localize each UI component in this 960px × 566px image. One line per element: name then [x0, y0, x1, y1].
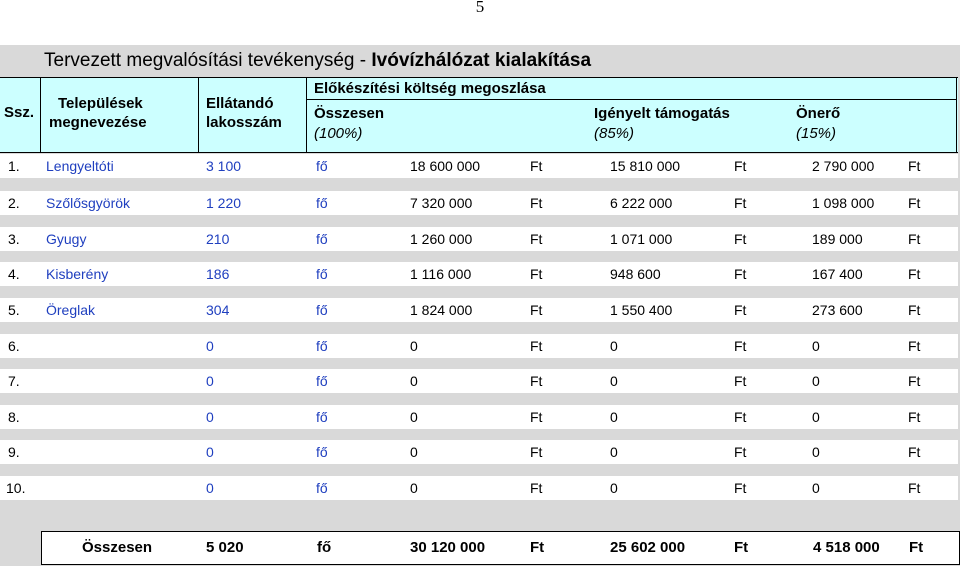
row-support: 0 [610, 338, 618, 354]
row-support-unit: Ft [734, 444, 747, 460]
row-own: 0 [812, 373, 820, 389]
row-population-unit: fő [316, 231, 328, 247]
row-own: 0 [812, 444, 820, 460]
row-own-unit: Ft [908, 231, 921, 247]
header-divider [956, 77, 957, 152]
row-support: 6 222 000 [610, 195, 673, 211]
row-number: 1. [8, 158, 20, 174]
row-population-unit: fő [316, 302, 328, 318]
row-total-unit: Ft [530, 158, 543, 174]
row-number: 4. [8, 266, 20, 282]
row-own: 2 790 000 [812, 158, 875, 174]
row-total: 0 [410, 373, 418, 389]
table-row [0, 227, 958, 251]
row-population-unit: fő [316, 480, 328, 496]
row-own: 273 600 [812, 302, 863, 318]
row-total-unit: Ft [530, 480, 543, 496]
header-divider [306, 77, 307, 152]
summary-support-unit: Ft [734, 539, 749, 556]
row-total: 7 320 000 [410, 195, 473, 211]
row-population: 186 [206, 266, 230, 282]
summary-population: 5 020 [206, 539, 244, 556]
row-support-unit: Ft [734, 373, 747, 389]
row-settlement: Gyugy [46, 231, 87, 247]
row-settlement: Szőlősgyörök [46, 195, 131, 211]
row-total: 0 [410, 338, 418, 354]
table-row [0, 476, 958, 500]
row-own-unit: Ft [908, 158, 921, 174]
row-own-unit: Ft [908, 338, 921, 354]
row-support: 948 600 [610, 266, 661, 282]
table-row [0, 262, 958, 286]
header-own: Önerő [796, 105, 841, 122]
header-total-pct: (100%) [314, 125, 363, 142]
row-total-unit: Ft [530, 195, 543, 211]
row-support-unit: Ft [734, 266, 747, 282]
summary-row [41, 531, 960, 565]
row-support: 15 810 000 [610, 158, 681, 174]
row-population: 0 [206, 338, 214, 354]
row-support-unit: Ft [734, 302, 747, 318]
row-support-unit: Ft [734, 195, 747, 211]
row-own-unit: Ft [908, 444, 921, 460]
row-number: 10. [6, 480, 26, 496]
summary-population-unit: fő [317, 539, 332, 556]
row-own-unit: Ft [908, 480, 921, 496]
row-population: 210 [206, 231, 230, 247]
row-number: 8. [8, 409, 20, 425]
summary-own-unit: Ft [909, 539, 924, 556]
row-support: 0 [610, 373, 618, 389]
row-total: 0 [410, 409, 418, 425]
table-row [0, 405, 958, 429]
row-number: 3. [8, 231, 20, 247]
row-total: 1 116 000 [410, 266, 472, 282]
row-total-unit: Ft [530, 302, 543, 318]
row-population-unit: fő [316, 338, 328, 354]
header-settlement-line1: Települések [58, 95, 143, 112]
row-population-unit: fő [316, 409, 328, 425]
table-title [44, 50, 591, 72]
row-number: 7. [8, 373, 20, 389]
header-divider [40, 77, 41, 152]
row-total-unit: Ft [530, 373, 543, 389]
table-row [0, 298, 958, 322]
row-support-unit: Ft [734, 338, 747, 354]
row-settlement: Kisberény [46, 266, 109, 282]
row-support-unit: Ft [734, 231, 747, 247]
summary-own: 4 518 000 [813, 539, 880, 556]
table-row [0, 334, 958, 358]
row-population: 0 [206, 409, 214, 425]
row-total-unit: Ft [530, 444, 543, 460]
row-population: 0 [206, 373, 214, 389]
table-row [0, 154, 958, 178]
row-own-unit: Ft [908, 266, 921, 282]
row-support-unit: Ft [734, 158, 747, 174]
title-bold: Ivóvízhálózat kialakítása [371, 50, 592, 71]
row-own-unit: Ft [908, 195, 921, 211]
row-support: 0 [610, 444, 618, 460]
header-total: Összesen [314, 105, 385, 122]
row-population: 0 [206, 444, 214, 460]
summary-support: 25 602 000 [610, 539, 686, 556]
header-support-pct: (85%) [594, 125, 635, 142]
row-total-unit: Ft [530, 409, 543, 425]
row-population-unit: fő [316, 266, 328, 282]
row-population-unit: fő [316, 158, 328, 174]
row-own: 0 [812, 338, 820, 354]
row-own: 0 [812, 409, 820, 425]
row-own-unit: Ft [908, 409, 921, 425]
header-ssz: Ssz. [4, 104, 35, 121]
row-number: 6. [8, 338, 20, 354]
row-support-unit: Ft [734, 409, 747, 425]
row-settlement: Lengyeltóti [46, 158, 114, 174]
summary-total: 30 120 000 [410, 539, 486, 556]
table-row [0, 191, 958, 215]
summary-label: Összesen [82, 539, 153, 556]
row-population: 0 [206, 480, 214, 496]
row-number: 5. [8, 302, 20, 318]
row-own-unit: Ft [908, 302, 921, 318]
row-population-unit: fő [316, 373, 328, 389]
header-cost-group: Előkészítési költség megoszlása [314, 80, 546, 97]
row-population: 304 [206, 302, 230, 318]
row-number: 2. [8, 195, 20, 211]
row-total-unit: Ft [530, 231, 543, 247]
row-own-unit: Ft [908, 373, 921, 389]
row-total: 1 260 000 [410, 231, 473, 247]
row-total: 0 [410, 444, 418, 460]
row-population-unit: fő [316, 195, 328, 211]
page-number: 5 [475, 0, 485, 16]
row-own: 0 [812, 480, 820, 496]
row-support: 0 [610, 409, 618, 425]
header-population-line1: Ellátandó [206, 95, 274, 112]
row-support-unit: Ft [734, 480, 747, 496]
row-own: 1 098 000 [812, 195, 875, 211]
row-population: 1 220 [206, 195, 242, 211]
header-own-pct: (15%) [796, 125, 837, 142]
row-support: 0 [610, 480, 618, 496]
row-settlement: Öreglak [46, 302, 96, 318]
row-own: 189 000 [812, 231, 863, 247]
row-own: 167 400 [812, 266, 863, 282]
row-total-unit: Ft [530, 338, 543, 354]
header-population-line2: lakosszám [206, 114, 282, 131]
row-total: 1 824 000 [410, 302, 473, 318]
title-prefix: Tervezett megvalósítási tevékenység - [44, 50, 372, 71]
row-number: 9. [8, 444, 20, 460]
row-total: 0 [410, 480, 418, 496]
table-row [0, 369, 958, 393]
header-support: Igényelt támogatás [594, 105, 730, 122]
header-divider [198, 77, 199, 152]
header-group-line [306, 99, 956, 100]
row-total-unit: Ft [530, 266, 543, 282]
summary-total-unit: Ft [530, 539, 545, 556]
row-support: 1 071 000 [610, 231, 673, 247]
header-settlement-line2: megnevezése [49, 114, 147, 131]
table-row [0, 440, 958, 464]
row-support: 1 550 400 [610, 302, 673, 318]
row-population-unit: fő [316, 444, 328, 460]
row-population: 3 100 [206, 158, 242, 174]
row-total: 18 600 000 [410, 158, 481, 174]
